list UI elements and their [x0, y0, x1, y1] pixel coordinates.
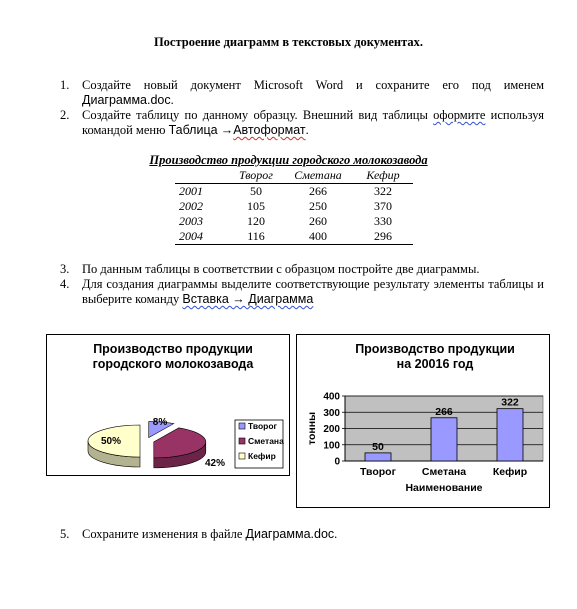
table-cell: 50 — [250, 184, 262, 198]
table-cell: 370 — [374, 199, 392, 213]
menu-command: Вставка → Диаграмма — [182, 292, 314, 306]
step-number: 3. — [60, 262, 70, 276]
bar-data-label: 266 — [435, 405, 453, 418]
table-cell: 105 — [247, 199, 265, 213]
step-text: По данным таблицы в соответствии с образцом постройте две диаграммы. — [82, 262, 480, 276]
table-cell: 2003 — [179, 214, 203, 228]
step-1: 1. Создайте новый документ Microsoft Word и сохраните его под именем Диаграмма.doc. — [60, 78, 544, 107]
table-caption: Производство продукции городского молокозавода — [149, 153, 428, 167]
step-text: Сохраните изменения в файле — [82, 527, 246, 541]
step-4 — [60, 277, 544, 307]
x-tick-label: Сметана — [421, 466, 467, 478]
y-tick-label: 400 — [323, 391, 340, 403]
bar-Кефир — [497, 409, 523, 461]
table-header — [175, 168, 229, 184]
document-title: Построение диаграмм в текстовых документах. — [153, 35, 424, 49]
table-cell: 266 — [309, 184, 327, 198]
x-tick-label: Кефир — [492, 466, 528, 478]
step-2: 2. Создайте таблицу по данному образцу. Внешний вид таблицы оформите используя командой меню Таблица →Автоформат. — [60, 108, 544, 137]
y-tick-label: 300 — [323, 407, 340, 419]
x-tick-label: Творог — [360, 466, 396, 478]
step-text: Для создания диаграммы выделите соответствующие результату элементы таблицы и выберите команду — [82, 277, 544, 306]
pie-chart-canvas — [47, 335, 289, 475]
step-3 — [60, 262, 544, 277]
legend-swatch — [239, 453, 245, 459]
pie-chart — [46, 334, 290, 476]
table-cell: 2004 — [175, 229, 229, 245]
step-number: 2. — [60, 108, 70, 122]
step-number: 4. — [60, 277, 70, 291]
table-cell: 330 — [374, 214, 392, 228]
step-number: 5. — [60, 527, 70, 541]
table-header: Сметана — [283, 168, 353, 184]
table-cell: 400 — [283, 229, 353, 245]
table-row — [175, 184, 413, 200]
pie-data-label: 50% — [100, 436, 122, 447]
table-header: Творог — [229, 168, 283, 184]
arrow-glyph: → — [217, 123, 234, 137]
table-cell: 250 — [309, 199, 327, 213]
step-text: Создайте таблицу по данному образцу. Внешний вид таблицы — [82, 108, 428, 122]
step-number: 1. — [60, 78, 70, 92]
table-cell: 260 — [309, 214, 327, 228]
bar-data-label: 50 — [372, 440, 384, 453]
filename: Диаграмма.doc — [82, 93, 171, 107]
bar-Творог — [365, 453, 391, 461]
y-tick-label: 200 — [323, 424, 340, 435]
legend-label: Сметана — [248, 436, 284, 446]
table-header-row — [175, 168, 413, 184]
table-cell: 116 — [229, 229, 283, 245]
legend-swatch — [239, 438, 245, 444]
chart-title: Производство продукции — [93, 342, 253, 356]
x-axis-title: Наименование — [405, 482, 483, 494]
production-table — [175, 168, 413, 245]
table-cell: 2002 — [179, 199, 203, 213]
step-text: Создайте новый документ Microsoft Word и сохраните его под именем — [82, 78, 544, 92]
chart-title: Производство продукции — [355, 342, 515, 356]
chart-title: на 20016 год — [396, 357, 474, 371]
table-cell: 296 — [353, 229, 413, 245]
table-cell: 2001 — [179, 184, 203, 198]
bar-Сметана — [431, 418, 457, 461]
table-cell: 322 — [374, 184, 392, 198]
bar-chart-canvas — [297, 335, 549, 507]
legend-swatch — [239, 423, 245, 429]
pie-data-label: 42% — [204, 458, 226, 469]
spellcheck-word: оформите — [433, 108, 486, 122]
pie-data-label: 8% — [152, 417, 168, 428]
y-tick-label: 0 — [334, 456, 340, 468]
legend-label: Творог — [248, 421, 278, 431]
table-row — [175, 199, 413, 214]
filename: Диаграмма.doc — [245, 527, 335, 541]
table-row — [175, 214, 413, 229]
menu-command: Автоформат — [233, 123, 306, 137]
y-tick-label: 100 — [323, 440, 340, 452]
y-axis-title: тонны — [306, 411, 318, 446]
table-cell: 120 — [247, 214, 265, 228]
table-row — [175, 229, 413, 245]
step-5: 5. Сохраните изменения в файле Диаграмма.doc. — [60, 527, 338, 541]
legend-label: Кефир — [248, 451, 276, 461]
chart-title: городского молокозавода — [92, 357, 254, 371]
bar-chart — [296, 334, 550, 508]
bar-data-label: 322 — [501, 396, 519, 409]
menu-name: Таблица — [168, 123, 218, 137]
table-header: Кефир — [353, 168, 413, 184]
